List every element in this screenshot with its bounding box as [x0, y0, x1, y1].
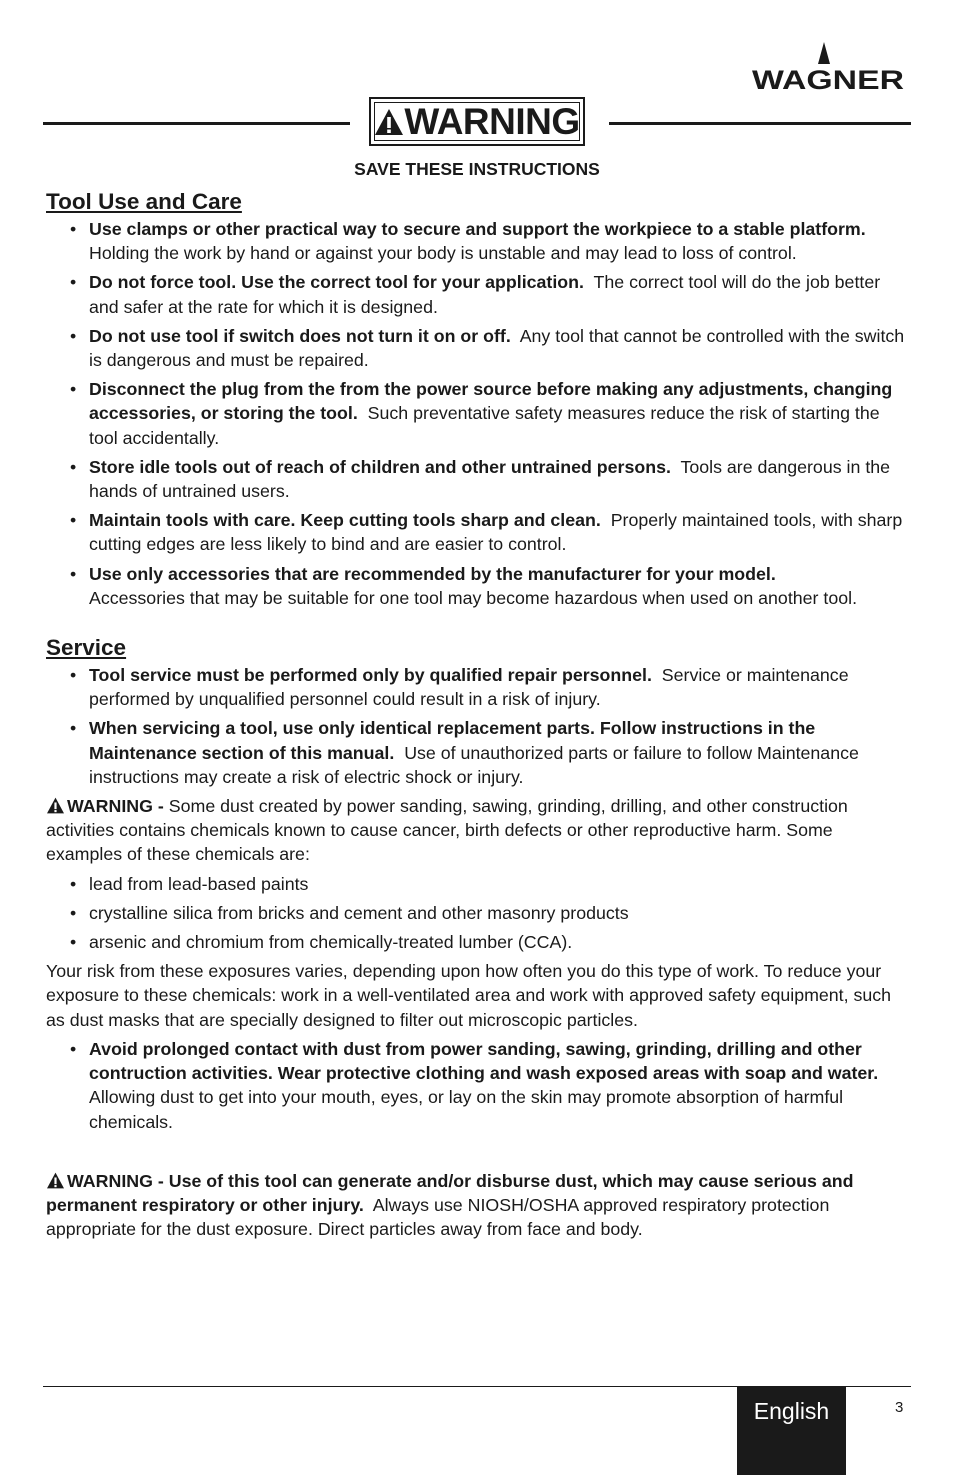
- wagner-logo-graphic: [752, 42, 912, 92]
- list-item: • Store idle tools out of reach of children and other untrained persons. Tools are dangerous in the hands of untrained users.: [70, 456, 891, 502]
- service-list: [46, 663, 912, 789]
- dust-warning: WARNING - Some dust created by power sanding, sawing, grinding, drilling, and other construction activities contains chemicals known to cause cancer, birth defects or other reproductive harm. Some examples of these chemicals are:: [46, 796, 848, 865]
- header-rule-left: [43, 122, 350, 125]
- list-item: • Do not use tool if switch does not turn it on or off. Any tool that cannot be controlled with the switch is dangerous and must be repaired.: [70, 325, 905, 371]
- warning-banner-border: [374, 102, 580, 141]
- list-item: • Maintain tools with care. Keep cutting tools sharp and clean. Properly maintained tools, with sharp cutting edges are less likely to bind and are easier to control.: [70, 510, 903, 555]
- warning-banner: [369, 97, 585, 146]
- list-item: • crystalline silica from bricks and cement and other masonry products: [70, 902, 629, 923]
- language-tab: English: [737, 1387, 846, 1475]
- list-item: • Tool service must be performed only by qualified repair personnel. Service or maintenance performed by unqualified personnel could result in a risk of injury.: [70, 665, 849, 710]
- page-number: 3: [895, 1399, 904, 1416]
- respiratory-warning: WARNING - Use of this tool can generate and/or disburse dust, which may cause serious and permanent respiratory or other injury. Always use NIOSH/OSHA approved respiratory protection appropriate for the dust exposure. Direct particles away from face and body.: [46, 1170, 854, 1240]
- avoid-contact-list: [46, 1037, 912, 1134]
- warning-title: WARNING: [404, 101, 580, 142]
- list-item: • When servicing a tool, use only identical replacement parts. Follow instructions in the Maintenance section of this manual. Use of unauthorized parts or failure to follow Maintenance instructions may create a risk of electric shock or injury.: [70, 718, 859, 787]
- list-item: • Avoid prolonged contact with dust from power sanding, sawing, grinding, drilling and other contruction activities. Wear protective clothing and wash exposed areas with soap and water. Allowing dust to get into your mouth, eyes, or lay on the skin may promote absorption of harmful chemicals.: [70, 1038, 879, 1132]
- section-heading-tool-use: Tool Use and Care: [46, 189, 242, 214]
- chemical-examples-list: [46, 872, 912, 955]
- wagner-logo: [752, 42, 912, 92]
- list-item: • arsenic and chromium from chemically-treated lumber (CCA).: [70, 932, 573, 953]
- tool-use-list: [46, 217, 912, 610]
- list-item: • Disconnect the plug from the from the power source before making any adjustments, changing accessories, or storing the tool. Such preventative safety measures reduce the risk of starting the tool accidentally.: [70, 379, 893, 448]
- document-body: [46, 187, 912, 1241]
- list-item: • lead from lead-based paints: [70, 873, 309, 894]
- risk-paragraph: Your risk from these exposures varies, depending upon how often you do this type of work. To reduce your exposure to these chemicals: work in a well-ventilated area and work with approved safety equipment, such as dust masks that are specially designed to filter out microscopic particles.: [46, 961, 892, 1030]
- warning-triangle-icon: [46, 797, 65, 814]
- save-instructions: SAVE THESE INSTRUCTIONS: [354, 159, 600, 179]
- list-item: • Do not force tool. Use the correct tool for your application. The correct tool will do the job better and safer at the rate for which it is designed.: [70, 272, 881, 317]
- warning-triangle-icon: [46, 1172, 65, 1189]
- list-item: • Use only accessories that are recommended by the manufacturer for your model. Accessories that may be suitable for one tool may become hazardous when used on another tool.: [70, 563, 858, 608]
- header-rule-right: [609, 122, 911, 125]
- logo-wordmark: WAGNER: [752, 65, 904, 92]
- section-heading-service: Service: [46, 635, 127, 661]
- list-item: • Use clamps or other practical way to secure and support the workpiece to a stable platform. Holding the work by hand or against your body is unstable and may lead to loss of control.: [70, 219, 866, 264]
